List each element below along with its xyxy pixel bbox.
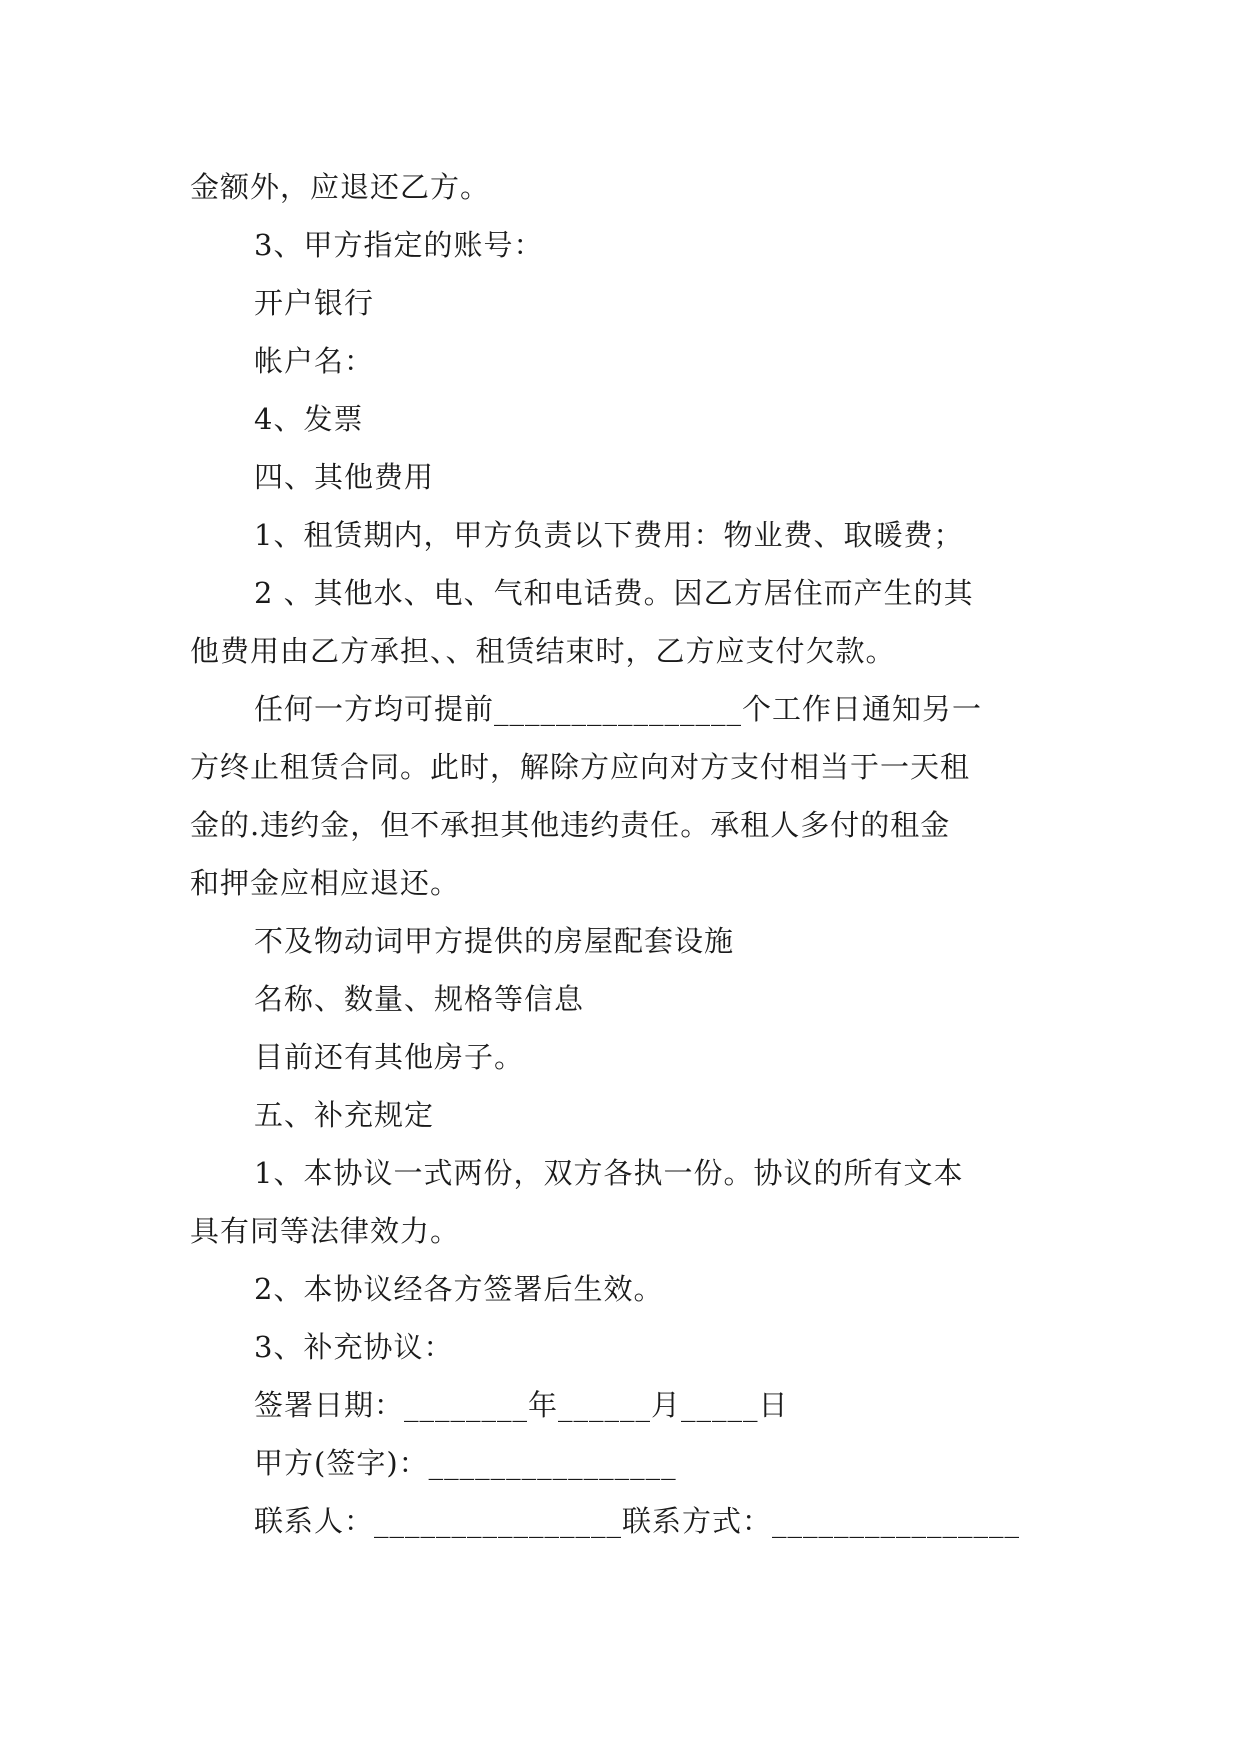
text-line: 不及物动词甲方提供的房屋配套设施 [254,924,735,958]
text-line: 2、本协议经各方签署后生效。 [254,1272,664,1306]
text-line: 目前还有其他房子。 [254,1040,525,1074]
text-line: 4、发票 [254,402,364,436]
text-line: 和押金应相应退还。 [190,866,461,900]
text-line: 开户银行 [254,286,375,320]
text-line: 金的.违约金，但不承担其他违约责任。承租人多付的租金 [190,808,951,842]
text-line: 名称、数量、规格等信息 [254,982,585,1016]
text-line: 具有同等法律效力。 [190,1214,461,1248]
text-line: 帐户名： [254,344,375,378]
text-line: 联系人：________________联系方式：________________ [254,1504,1021,1538]
text-line: 1、租赁期内，甲方负责以下费用：物业费、取暖费； [254,518,964,552]
text-line: 2 、其他水、电、气和电话费。因乙方居住而产生的其 [254,576,974,610]
text-line: 方终止租赁合同。此时，解除方应向对方支付相当于一天租 [190,750,971,784]
text-line: 1、本协议一式两份，双方各执一份。协议的所有文本 [254,1156,964,1190]
text-line: 他费用由乙方承担、、租赁结束时，乙方应支付欠款。 [190,634,896,668]
text-line: 四、其他费用 [254,460,435,494]
text-line: 签署日期：________年______月_____日 [254,1388,789,1422]
text-line: 金额外，应退还乙方。 [190,170,491,204]
text-line: 甲方(签字)：________________ [254,1446,677,1480]
document-body [190,158,1050,1550]
text-line: 3、补充协议： [254,1330,454,1364]
text-line: 五、补充规定 [254,1098,435,1132]
text-line: 任何一方均可提前________________个工作日通知另一 [254,692,983,726]
text-line: 3、甲方指定的账号： [254,228,544,262]
